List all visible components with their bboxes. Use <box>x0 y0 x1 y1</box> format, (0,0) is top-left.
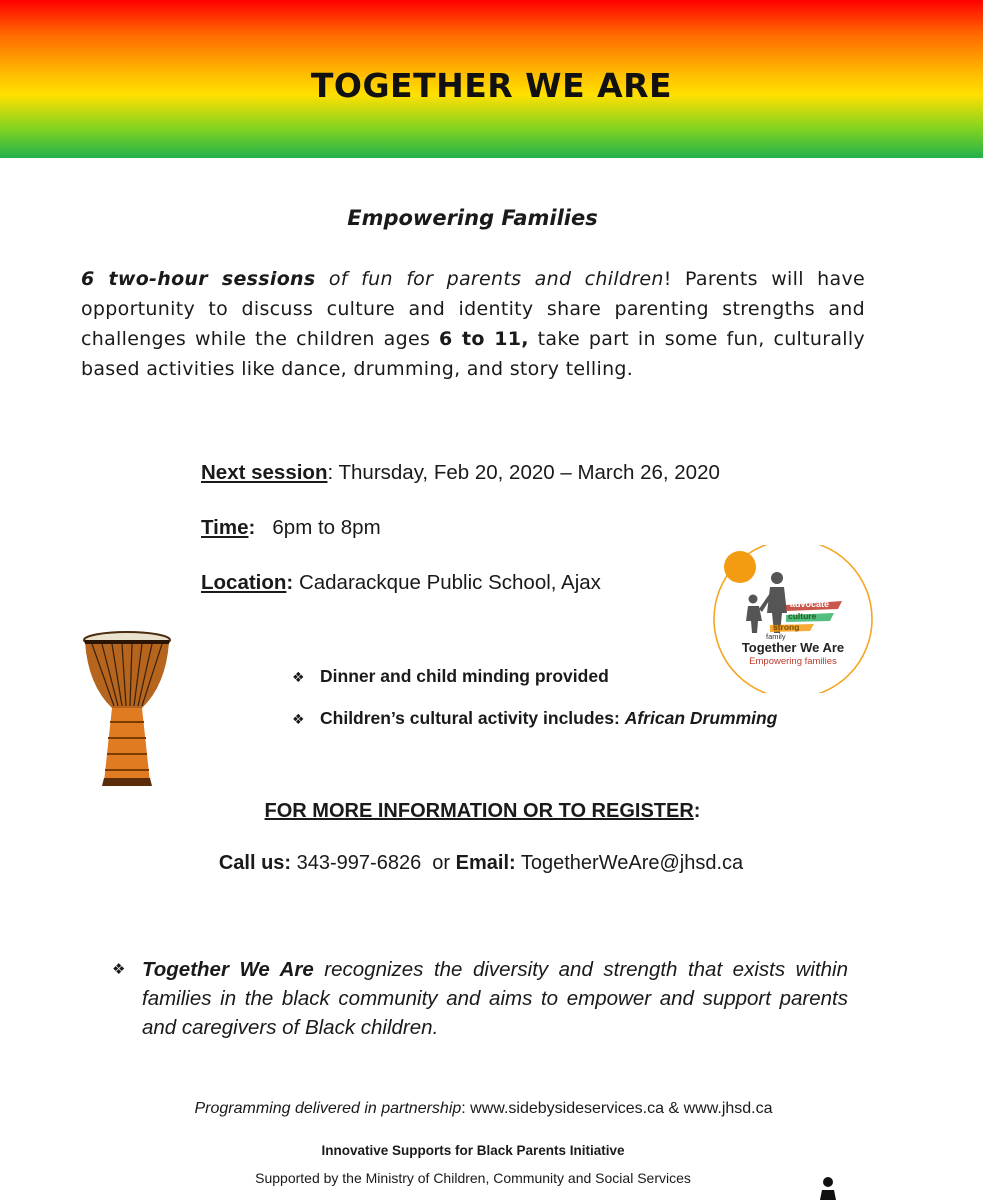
logo-word-family: family <box>766 632 786 641</box>
person-silhouette-icon <box>808 1170 868 1200</box>
next-session-value: : Thursday, Feb 20, 2020 – March 26, 2020 <box>327 461 720 484</box>
intro-lead: 6 two-hour sessions <box>81 268 316 290</box>
phone-number[interactable]: 343-997-6826 <box>291 852 427 874</box>
bullet-mark: ❖ <box>292 711 305 727</box>
header-banner <box>0 0 983 158</box>
contact-line <box>0 852 962 875</box>
initiative-name: Innovative Supports for Black Parents Initiative <box>321 1143 625 1158</box>
location-value: Cadarackque Public School, Ajax <box>293 571 601 594</box>
location-colon: : <box>286 571 294 594</box>
bullet-activity-italic: African Drumming <box>624 708 778 728</box>
intro-ages: 6 to 11, <box>439 328 529 350</box>
bullet-activity <box>292 708 777 729</box>
bullet-dinner-text: Dinner and child minding provided <box>320 666 609 686</box>
about-bullet-mark: ❖ <box>112 961 126 978</box>
subtitle: Empowering Families <box>347 206 598 230</box>
location-row <box>201 571 601 595</box>
ministry-line: Supported by the Ministry of Children, Community and Social Services <box>255 1170 691 1186</box>
register-heading-colon: : <box>693 800 701 822</box>
location-label: Location <box>201 571 287 594</box>
bullet-mark: ❖ <box>292 669 305 685</box>
time-colon: : <box>248 516 256 539</box>
call-label: Call us: <box>218 852 292 874</box>
partnership-line <box>0 1100 967 1118</box>
logo-word-advocate: advocate <box>790 599 830 609</box>
next-session-row <box>201 461 720 485</box>
partnership-label: Programming delivered in partnership <box>194 1100 462 1117</box>
page-title: TOGETHER WE ARE <box>310 66 673 105</box>
about-name: Together We Are <box>142 958 314 981</box>
intro-text-1: ! Parents will have opportunity to discuss culture and identity share parenting strengths and challenges while the children ages <box>81 268 865 350</box>
logo-sun <box>724 551 756 583</box>
djembe-drum-icon <box>80 630 175 790</box>
about-text: recognizes the diversity and strength that exists within families in the black community and aims to empower and support parents and caregivers of Black children. <box>142 958 848 1039</box>
email-label: Email: <box>455 852 516 874</box>
intro-paragraph <box>81 264 865 384</box>
register-heading-label: FOR MORE INFORMATION OR TO REGISTER <box>264 800 694 822</box>
time-row <box>201 516 381 540</box>
logo-word-culture: culture <box>788 611 817 621</box>
logo-word-strong: strong <box>773 622 800 632</box>
register-heading <box>0 800 965 823</box>
about-paragraph <box>142 955 848 1042</box>
time-label: Time <box>201 516 249 539</box>
or-text: or <box>426 852 456 874</box>
together-we-are-logo <box>710 545 876 693</box>
logo-tagline: Empowering families <box>749 656 837 667</box>
bullet-dinner <box>292 666 609 687</box>
intro-lead-rest: of fun for parents and children <box>315 268 664 290</box>
intro-text-2: take part in some fun, culturally based activities like dance, drumming, and story telling. <box>81 328 865 380</box>
email-address[interactable]: TogetherWeAre@jhsd.ca <box>515 852 744 874</box>
time-value: 6pm to 8pm <box>255 516 381 539</box>
logo-name: Together We Are <box>741 640 845 655</box>
partnership-sites[interactable]: : www.sidebysideservices.ca & www.jhsd.ca <box>461 1100 773 1117</box>
bullet-activity-text: Children’s cultural activity includes: <box>320 708 625 728</box>
next-session-label: Next session <box>201 461 328 484</box>
